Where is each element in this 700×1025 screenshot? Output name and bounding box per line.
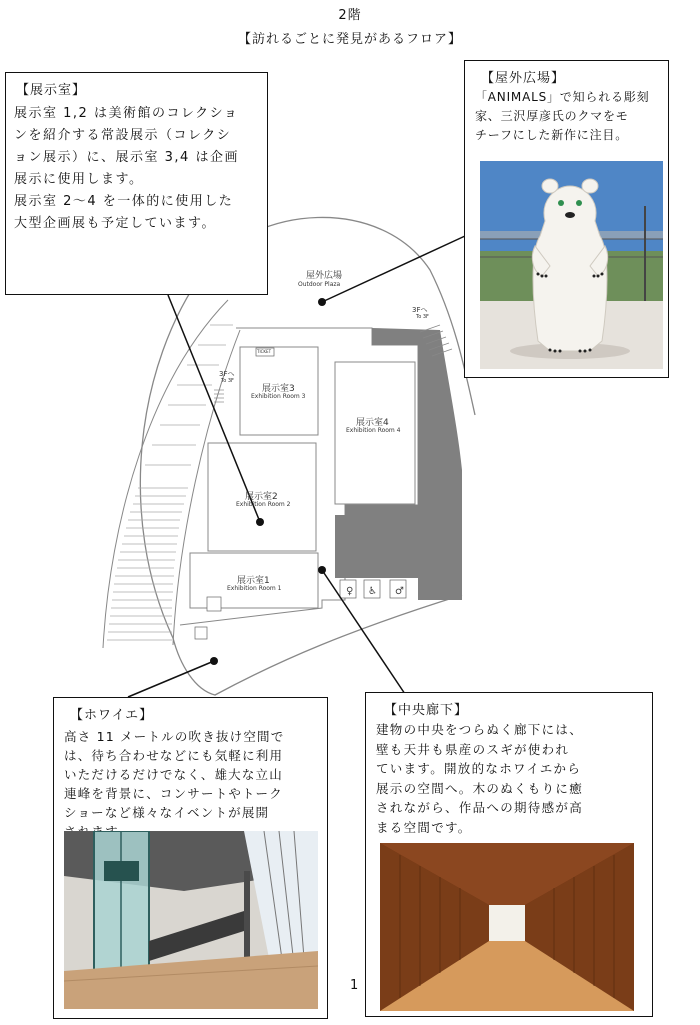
exhibition-line: 展示室 1,2 は美術館のコレクショ xyxy=(14,106,239,121)
page-number: 1 xyxy=(350,978,359,993)
marker-corridor xyxy=(318,566,326,574)
foyer-line: は、待ち合わせなどにも気軽に利用 xyxy=(64,748,284,763)
map-label-stairs-right-en: To 3F xyxy=(416,314,429,320)
exhibition-room-callout xyxy=(5,72,268,295)
inner-arc xyxy=(103,300,228,648)
corridor-text xyxy=(376,720,642,837)
page-subtitle: 【訪れるごとに発見があるフロア】 xyxy=(237,32,462,47)
lift-icon xyxy=(195,627,207,639)
map-label-room2-en: Exhibition Room 2 xyxy=(236,501,291,508)
svg-text:♀: ♀ xyxy=(346,586,354,597)
svg-text:♿: ♿ xyxy=(368,586,377,597)
exhibition-room-heading: 【展示室】 xyxy=(16,83,87,98)
marker-plaza xyxy=(318,298,326,306)
map-label-room3-en: Exhibition Room 3 xyxy=(251,393,306,400)
map-label-stairs-right: 3Fへ xyxy=(412,306,428,314)
leader-plaza xyxy=(322,236,465,302)
exhibition-line: ンを紹介する常設展示（コレクシ xyxy=(14,128,232,143)
plaza-line: 家、三沢厚彦氏のクマをモ xyxy=(475,109,629,123)
map-label-plaza-en: Outdoor Plaza xyxy=(298,281,341,288)
map-label-room1: 展示室1 xyxy=(237,576,270,586)
marker-exhibition xyxy=(256,518,264,526)
foyer-photo xyxy=(64,831,318,1009)
exhibition-line: 展示室 2〜4 を一体的に使用した xyxy=(14,194,234,209)
plaza-line: 「ANIMALS」で知られる彫刻 xyxy=(475,90,650,104)
corridor-heading: 【中央廊下】 xyxy=(384,703,469,718)
foyer-line: 連峰を背景に、コンサートやトーク xyxy=(64,786,283,801)
exhibition-line: ョン展示）に、展示室 3,4 は企画 xyxy=(14,150,239,165)
foyer-callout xyxy=(53,697,328,1019)
outdoor-plaza-heading: 【屋外広場】 xyxy=(481,71,566,86)
exhibition-line: 大型企画展も予定しています。 xyxy=(14,216,216,231)
outdoor-plaza-text xyxy=(475,88,658,145)
map-label-plaza: 屋外広場 xyxy=(306,271,343,281)
central-corridor-callout xyxy=(365,692,653,1017)
foyer-line: いただけるだけでなく、雄大な立山 xyxy=(64,767,283,782)
outdoor-plaza-callout xyxy=(464,60,669,378)
corridor-line: 展示の空間へ。木のぬくもりに癒 xyxy=(376,780,584,796)
corridor-image xyxy=(380,843,634,1011)
map-label-room4: 展示室4 xyxy=(356,418,389,428)
map-label-stairs-left-en: To 3F xyxy=(221,378,234,384)
map-label-room1-en: Exhibition Room 1 xyxy=(227,585,282,592)
foyer-line: ショーなど様々なイベントが展開 xyxy=(64,805,270,820)
corridor-photo xyxy=(380,843,634,1011)
corridor-line: 壁も天井も県産のスギが使われ xyxy=(376,741,570,757)
foyer-image xyxy=(64,831,318,1009)
exhibition-room-text xyxy=(14,103,259,235)
exhibition-line: 展示に使用します。 xyxy=(14,172,144,187)
foyer-heading: 【ホワイエ】 xyxy=(70,708,154,723)
terrace-hatching xyxy=(107,325,233,640)
corridor-line: ています。開放的なホワイエから xyxy=(376,761,582,776)
svg-text:♂: ♂ xyxy=(395,586,404,597)
map-label-stairs-left: 3Fへ xyxy=(219,370,235,378)
corridor-line: 建物の中央をつらぬく廊下には、 xyxy=(376,722,584,737)
foyer-text xyxy=(64,727,317,841)
map-label-room4-en: Exhibition Room 4 xyxy=(346,427,401,434)
marker-foyer xyxy=(210,657,218,665)
bear-sculpture-photo xyxy=(480,161,663,369)
corridor-line: まる空間です。 xyxy=(376,819,472,835)
service-block xyxy=(335,328,462,600)
plaza-line: チーフにした新作に注目。 xyxy=(475,128,629,142)
corridor-line: されながら、作品への期待感が高 xyxy=(376,800,584,815)
floor-title: 2階 xyxy=(338,8,362,23)
map-label-room3: 展示室3 xyxy=(262,384,295,394)
map-label-room2: 展示室2 xyxy=(245,492,278,502)
elevator-icon xyxy=(207,597,221,611)
foyer-line: 高さ 11 メートルの吹き抜け空間で xyxy=(64,729,285,744)
leader-foyer xyxy=(128,661,214,697)
interior-outline xyxy=(180,328,418,625)
map-label-ticket: TICKET xyxy=(257,349,272,354)
bear-sculpture-image xyxy=(480,161,663,369)
